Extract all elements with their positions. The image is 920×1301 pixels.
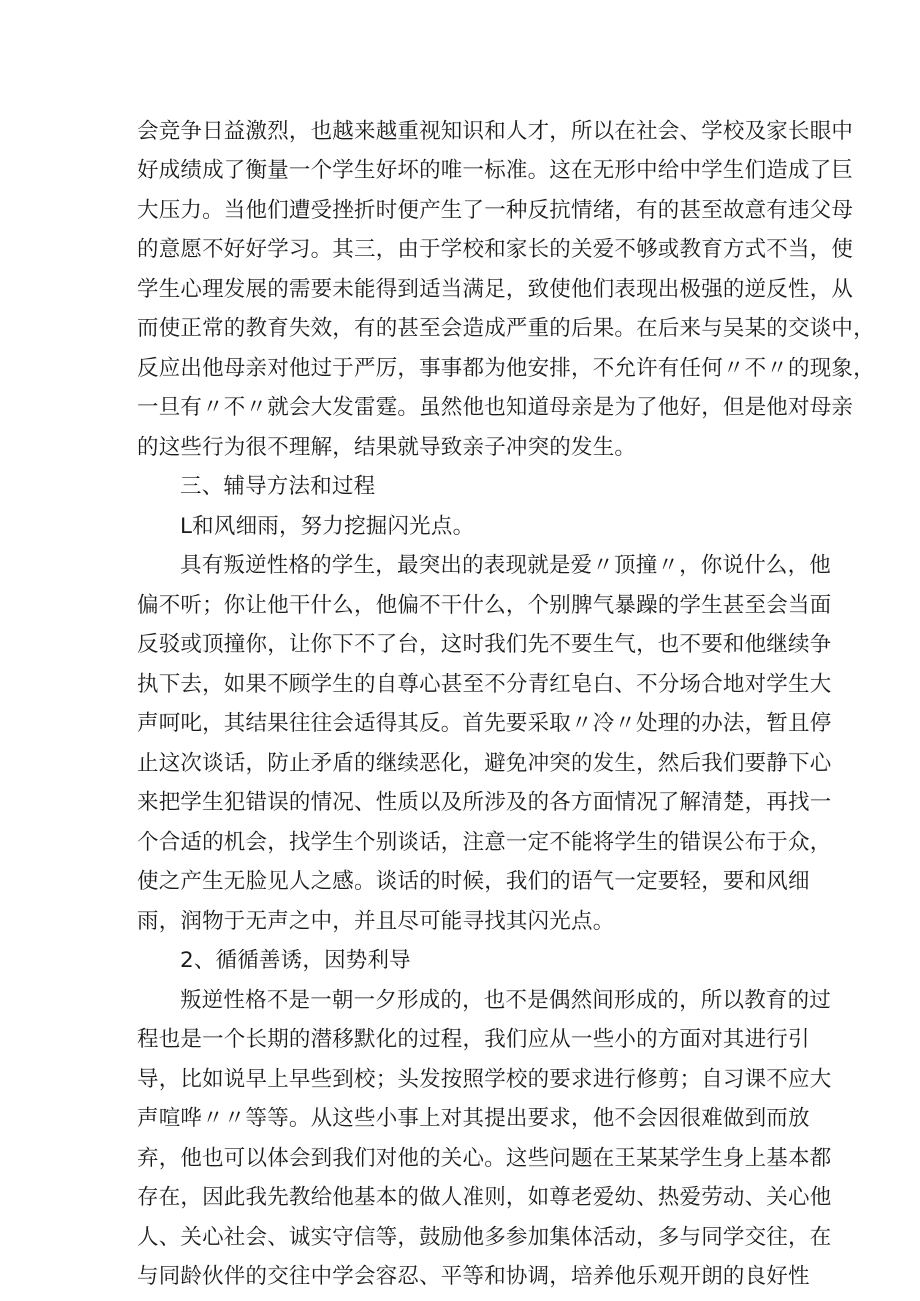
text-line: 导，比如说早上早些到校；头发按照学校的要求进行修剪；自习课不应大 (137, 1067, 832, 1092)
text-line: 止这次谈话，防止矛盾的继续恶化，避免冲突的发生，然后我们要静下心 (137, 751, 832, 776)
subsection-heading: 2、循循善诱，因势利导 (180, 948, 411, 973)
text-line: 声喧哗〃〃等等。从这些小事上对其提出要求，他不会因很难做到而放 (137, 1106, 810, 1131)
text-line: 好成绩成了衡量一个学生好坏的唯一标准。这在无形中给中学生们造成了巨 (137, 158, 854, 183)
text-line: 弃，他也可以体会到我们对他的关心。这些问题在王某某学生身上基本都 (137, 1146, 832, 1171)
text-line: 个合适的机会，找学生个别谈话，注意一定不能将学生的错误公布于众， (137, 830, 832, 855)
text-line: 而使正常的教育失效，有的甚至会造成严重的后果。在后来与吴某的交谈中， (137, 316, 875, 341)
paragraph-first-line: 具有叛逆性格的学生，最突出的表现就是爱〃顶撞〃，你说什么，他 (180, 553, 832, 578)
text-line: 大压力。当他们遭受挫折时便产生了一种反抗情绪，有的甚至故意有违父母 (137, 198, 854, 223)
text-line: 反应出他母亲对他过于严厉，事事都为他安排，不允许有任何〃不〃的现象， (137, 356, 875, 381)
text-line: 的意愿不好好学习。其三，由于学校和家长的关爱不够或教育方式不当，使 (137, 237, 854, 262)
text-line: 反驳或顶撞你，让你下不了台，这时我们先不要生气，也不要和他继续争 (137, 632, 832, 657)
text-line: 一旦有〃不〃就会大发雷霆。虽然他也知道母亲是为了他好，但是他对母亲 (137, 395, 854, 420)
text-line: 与同龄伙伴的交往中学会容忍、平等和协调，培养他乐观开朗的良好性 (137, 1264, 810, 1289)
paragraph-first-line: 叛逆性格不是一朝一夕形成的，也不是偶然间形成的，所以教育的过 (180, 988, 832, 1013)
text-line: 声呵叱，其结果往往会适得其反。首先要采取〃冷〃处理的办法，暂且停 (137, 711, 832, 736)
text-line: 会竞争日益激烈，也越来越重视知识和人才，所以在社会、学校及家长眼中 (137, 119, 854, 144)
text-line: 雨，润物于无声之中，并且尽可能寻找其闪光点。 (137, 909, 615, 934)
subsection-heading: L和风细雨，努力挖掘闪光点。 (180, 514, 475, 539)
section-heading: 三、辅导方法和过程 (180, 474, 376, 499)
text-line: 学生心理发展的需要未能得到适当满足，致使他们表现出极强的逆反性，从 (137, 277, 854, 302)
text-line: 程也是一个长期的潜移默化的过程，我们应从一些小的方面对其进行引 (137, 1027, 810, 1052)
text-line: 使之产生无脸见人之感。谈话的时候，我们的语气一定要轻，要和风细 (137, 869, 810, 894)
text-line: 偏不听；你让他干什么，他偏不干什么，个别脾气暴躁的学生甚至会当面 (137, 593, 832, 618)
text-line: 执下去，如果不顾学生的自尊心甚至不分青红皂白、不分场合地对学生大 (137, 672, 832, 697)
text-line: 存在，因此我先教给他基本的做人准则，如尊老爱幼、热爱劳动、关心他 (137, 1185, 832, 1210)
text-line: 的这些行为很不理解，结果就导致亲子冲突的发生。 (137, 435, 637, 460)
text-line: 人、关心社会、诚实守信等，鼓励他多参加集体活动，多与同学交往，在 (137, 1225, 832, 1250)
text-line: 来把学生犯错误的情况、性质以及所涉及的各方面情况了解清楚，再找一 (137, 790, 832, 815)
